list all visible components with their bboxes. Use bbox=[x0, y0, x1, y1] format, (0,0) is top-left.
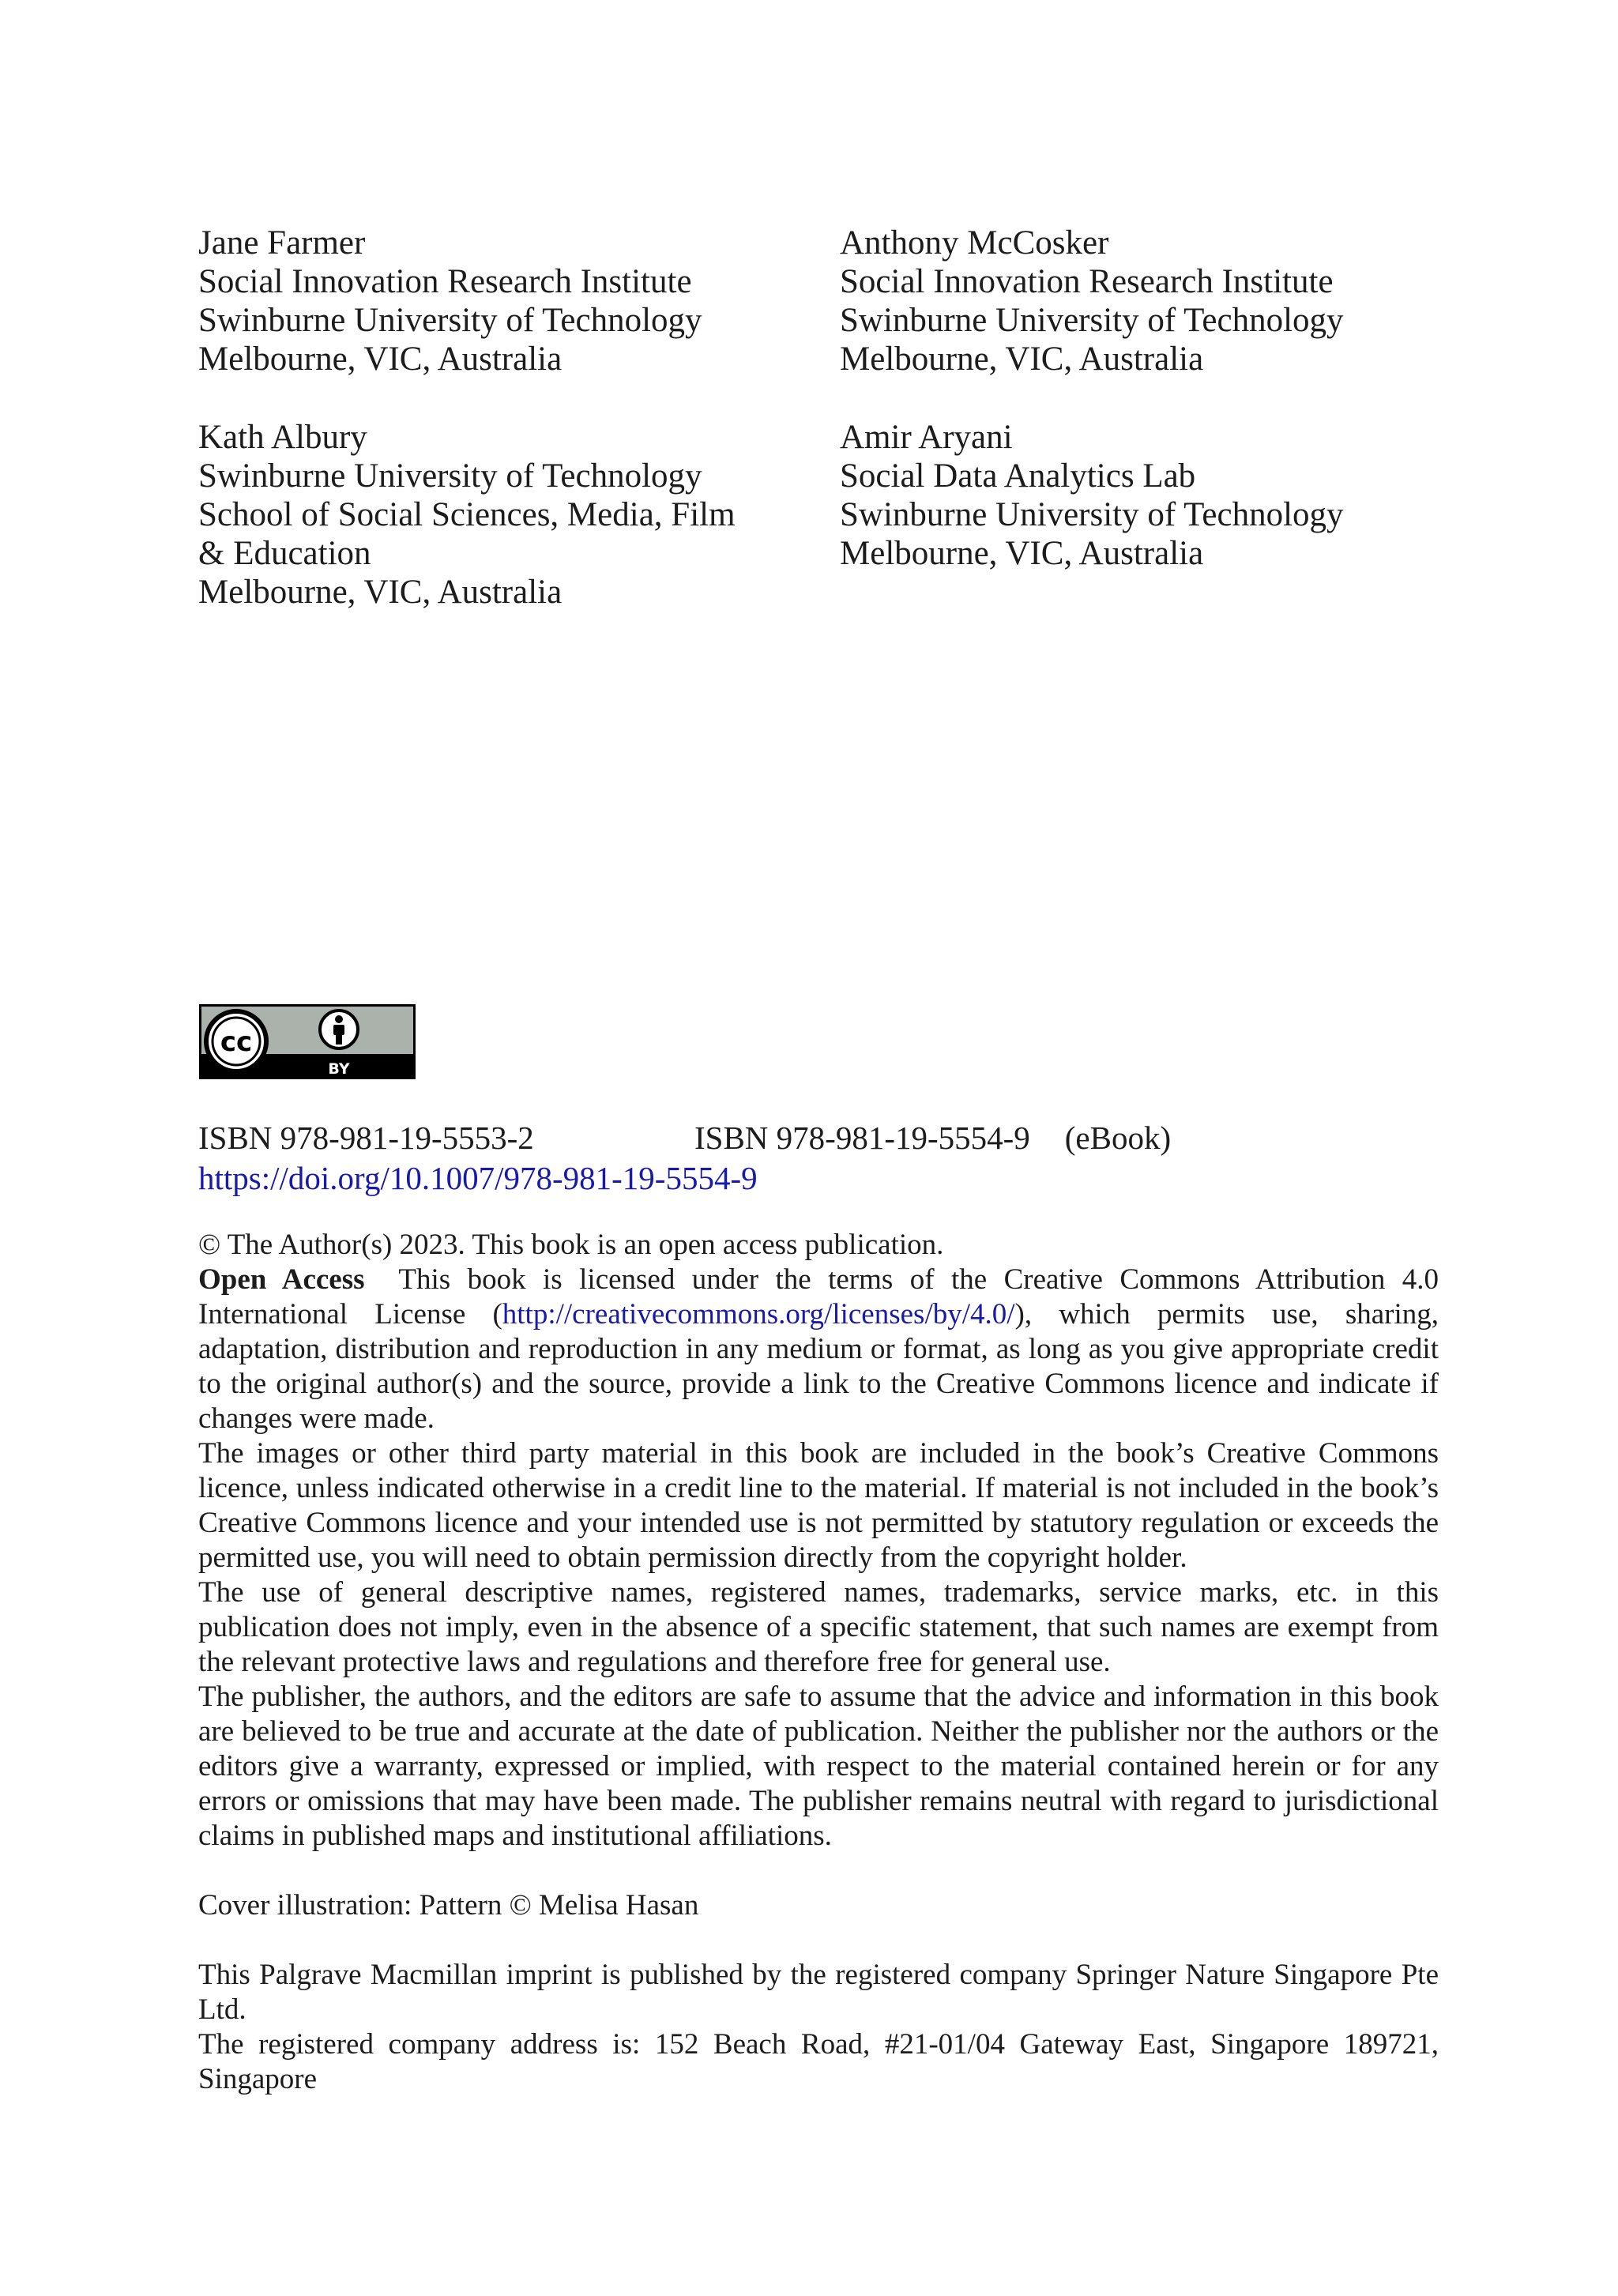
author-amir-aryani bbox=[840, 418, 1344, 573]
author-affiliation: Swinburne University of Technology bbox=[198, 302, 702, 339]
author-name: Jane Farmer bbox=[198, 224, 366, 262]
author-name: Amir Aryani bbox=[840, 419, 1013, 456]
author-affiliation: Swinburne University of Technology bbox=[840, 496, 1344, 533]
isbn-ebook-row bbox=[694, 1118, 1171, 1157]
open-access-label: Open Access bbox=[198, 1263, 365, 1296]
by-label: BY bbox=[328, 1060, 350, 1078]
author-anthony-mccosker bbox=[840, 224, 1344, 378]
attribution-person-icon bbox=[320, 1011, 358, 1048]
author-kath-albury bbox=[198, 418, 736, 612]
author-name: Anthony McCosker bbox=[840, 224, 1109, 262]
svg-text:cc: cc bbox=[220, 1026, 253, 1058]
author-affiliation: School of Social Sciences, Media, Film bbox=[198, 496, 736, 533]
publisher-disclaimer-paragraph: The publisher, the authors, and the editors are safe to assume that the advice and information in this book are believed to be true and accurate at the date of publication. Neither the publisher nor the authors or the editors give a warranty, expressed or implied, with respect to the material contained herein or for any errors or omissions that may have been made. The publisher remains neutral with regard to jurisdictional claims in published maps and institutional affiliations. bbox=[198, 1681, 1439, 1852]
copyright-statement: © The Author(s) 2023. This book is an open access publication. bbox=[198, 1229, 944, 1261]
author-name: Kath Albury bbox=[198, 419, 367, 456]
imprint-statement: This Palgrave Macmillan imprint is published by the registered company Springer Nature Singapore Pte Ltd. bbox=[198, 1959, 1439, 2026]
legal-notice bbox=[198, 1228, 1439, 2097]
author-affiliation: & Education bbox=[198, 535, 371, 572]
open-access-text: This book is licensed under the terms of the Creative Commons Attribution 4.0 International License ( bbox=[198, 1263, 1439, 1331]
author-affiliation: Social Innovation Research Institute bbox=[840, 263, 1334, 300]
author-jane-farmer bbox=[198, 224, 702, 378]
creative-commons-icon bbox=[206, 1011, 266, 1071]
author-affiliation: Swinburne University of Technology bbox=[840, 302, 1344, 339]
cover-illustration-credit: Cover illustration: Pattern © Melisa Hasan bbox=[198, 1889, 699, 1921]
isbn-ebook: ISBN 978-981-19-5554-9 bbox=[694, 1120, 1030, 1156]
author-location: Melbourne, VIC, Australia bbox=[840, 341, 1204, 378]
descriptive-names-paragraph: The use of general descriptive names, registered names, trademarks, service marks, etc. in this publication does not imply, even in the absence of a specific statement, that such names are exempt from the relevant protective laws and regulations and therefore free for general use. bbox=[198, 1576, 1439, 1678]
author-affiliation: Swinburne University of Technology bbox=[198, 457, 702, 495]
cc-by-license-badge bbox=[198, 1003, 416, 1080]
doi-link[interactable]: https://doi.org/10.1007/978-981-19-5554-9 bbox=[198, 1160, 758, 1196]
author-location: Melbourne, VIC, Australia bbox=[198, 341, 563, 378]
isbn-print: ISBN 978-981-19-5553-2 bbox=[198, 1120, 534, 1156]
author-affiliation: Social Data Analytics Lab bbox=[840, 457, 1196, 495]
registered-address: The registered company address is: 152 Beach Road, #21-01/04 Gateway East, Singapore 189721, Singapore bbox=[198, 2028, 1439, 2095]
author-location: Melbourne, VIC, Australia bbox=[840, 535, 1204, 572]
author-location: Melbourne, VIC, Australia bbox=[198, 574, 563, 611]
open-access-text-continued: ), which permits use, sharing, adaptation, distribution and reproduction in any medium or format, as long as you give appropriate credit to the original author(s) and the source, provide a link to the Creative Commons licence and indicate if changes were made. bbox=[198, 1298, 1439, 1435]
open-access-statement bbox=[198, 1263, 1439, 1436]
ebook-tag: (eBook) bbox=[1064, 1120, 1172, 1156]
license-link[interactable]: http://creativecommons.org/licenses/by/4.0/ bbox=[502, 1298, 1015, 1331]
third-party-material-paragraph: The images or other third party material in this book are included in the book’s Creative Commons licence, unless indicated otherwise in a credit line to the material. If material is not included in the book’s Creative Commons licence and your intended use is not permitted by statutory regulation or exceeds the permitted use, you will need to obtain permission directly from the copyright holder. bbox=[198, 1437, 1439, 1574]
author-affiliation: Social Innovation Research Institute bbox=[198, 263, 692, 300]
